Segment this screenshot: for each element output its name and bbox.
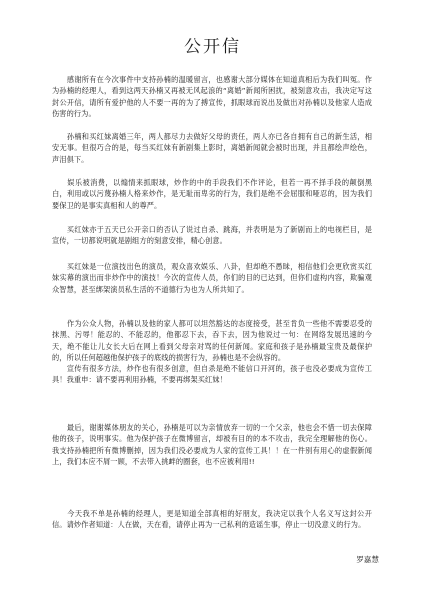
paragraph-thanks: 感谢所有在今次事件中支持孙楠的温暖留言，也感谢大部分媒体在知道真相后为我们叫冤。作为孙楠的经理人，看到这两天孙楠又再被无风起浪的“离婚”新闻所困扰，被刻意攻击，我决定写这封公开信，请所有爱护他的人不要一再的为了搏宣传，抓眼球而说出及做出对孙楠以及他家人造成伤害的行为。: [52, 75, 372, 118]
paragraph-public-figure: 作为公众人物，孙楠以及他的家人都可以坦然豁达的态度接受，甚至肯负一些他不需要忍受的抹黑、污辱！能忍的、不能忍的，他都忍下去，吞下去，因为他说过一句：在网络发展迅速的今天，绝不能让儿女长大后在网上看到父母亲对骂的任何新闻。家庭和孩子是孙楠最宝贵及最保护的，所以任何超越他保护孩子的底线的损害行为，孙楠也是不会纵容的。 宣传有很多方法，炒作也有很多创意，但自杀是绝不能信口开河的，孩子也没必要成为宣传工具！我重申：请不要再利用孙楠，不要再绑架买红妹！: [52, 319, 372, 385]
paragraph-final-thanks: 最后，谢谢媒体朋友的关心，孙楠是可以为亲情放弃一切的一个父亲，他也会不惜一切去保障他的孩子，说明事实。他为保护孩子在微博留言，却被有目的的本不攻击，我完全理解他的伤心。我支持孙楠把所有微博删掉，因为我们没必要成为人家的宣传工具！！在一件别有用心的虚假新闻上，我们本应不屑一顾，不去带入挑衅的圈套，也不应被利用!!: [52, 423, 372, 466]
paragraph-denial: 买红妹亦于五天已公开亲口的否认了说过自杀、跳海，并表明是为了新剧而上的电视栏目，是宣传，一切都说明就是剧组方的刻意安排，精心创意。: [52, 225, 372, 246]
signature: 罗嘉慧: [356, 555, 379, 564]
paragraph-entertainment: 娱乐被消费，以煽情来抓眼球，炒作的中的手段我们不作评论，但若一再不择手段的颠倒黑白，利用或以污蔑孙楠人格来炒作，是无耻而卑劣的行为，我们是绝不会屈服和哑忍的，因为我们要保卫的是事实真相和人的尊严。: [52, 178, 372, 210]
paragraph-actress: 买红妹是一位演技出色的演员，观众喜欢娱乐、八卦，但却绝不愚昧，相信他们会更欣赏买红妹实幕的演出而非炒作中的演技！今次的宣传人员，你们的目的已达到，但你们虚构内容，欺骗观众智慧，甚至绑架演员私生活的不道德行为也为人所共知了。: [52, 262, 372, 294]
letter-title: 公开信: [184, 37, 241, 57]
paragraph-closing: 今天我不单是孙楠的经理人，更是知道全部真相的好朋友，我决定以我个人名义写这封公开信。请炒作者知道：人在做，天在看，请停止再为一己私利的造谣生事，停止一切没意义的行为。: [52, 509, 372, 530]
paragraph-divorce: 孙楠和买红妹离婚三年，两人都尽力去做好父母的责任，两人亦已各自拥有自己的新生活，相安无事。但很巧合的是，每当买红妹有新剧集上影时，离婚新闻就会被时出现，并且都绘声绘色，声泪俱下。: [52, 132, 372, 164]
